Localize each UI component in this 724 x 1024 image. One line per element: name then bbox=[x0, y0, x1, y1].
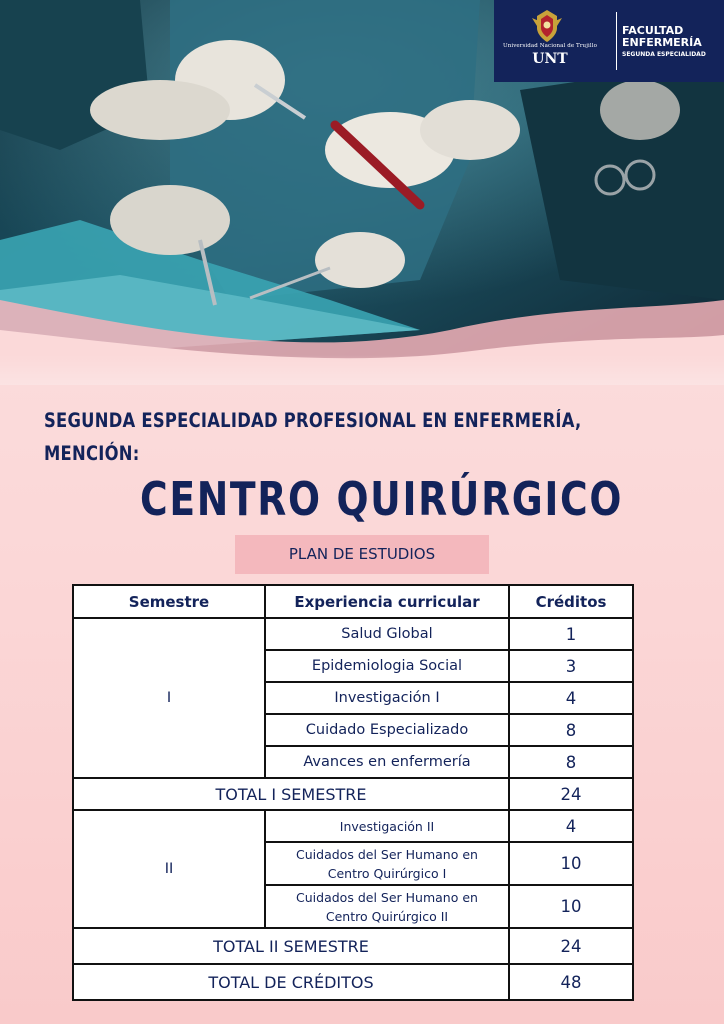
credits-cell: 3 bbox=[509, 650, 633, 682]
university-abbreviation: UNT bbox=[532, 51, 568, 67]
program-heading-line-2: MENCIÓN: bbox=[44, 442, 140, 465]
course-cell: Cuidado Especializado bbox=[265, 714, 509, 746]
credits-cell: 1 bbox=[509, 618, 633, 650]
total-semester-1-credits: 24 bbox=[509, 778, 633, 810]
credits-cell: 8 bbox=[509, 746, 633, 778]
table-row bbox=[73, 618, 633, 650]
course-cell: Avances en enfermería bbox=[265, 746, 509, 778]
course-cell: Investigación II bbox=[265, 810, 509, 842]
grand-total-row bbox=[73, 964, 633, 1000]
faculty-line-3: SEGUNDA ESPECIALIDAD bbox=[622, 51, 706, 58]
semester-2-label: II bbox=[73, 810, 265, 928]
faculty-line-1: FACULTAD bbox=[622, 24, 684, 37]
table-header-row bbox=[73, 585, 633, 618]
header-course: Experiencia curricular bbox=[265, 585, 509, 618]
credits-cell: 10 bbox=[509, 885, 633, 928]
program-heading bbox=[44, 404, 582, 470]
university-name: Universidad Nacional de Trujillo bbox=[502, 43, 597, 49]
total-semester-2-credits: 24 bbox=[509, 928, 633, 964]
grand-total-credits: 48 bbox=[509, 964, 633, 1000]
table-row bbox=[73, 810, 633, 842]
total-semester-2-label: TOTAL II SEMESTRE bbox=[73, 928, 509, 964]
semester-1-label: I bbox=[73, 618, 265, 778]
course-line-2: Centro Quirúrgico I bbox=[327, 865, 447, 881]
page-title: CENTRO QUIRÚRGICO bbox=[140, 472, 624, 526]
course-cell: Epidemiologia Social bbox=[265, 650, 509, 682]
university-logo-box bbox=[494, 0, 724, 82]
total-row bbox=[73, 928, 633, 964]
course-line-2: Centro Quirúrgico II bbox=[325, 908, 449, 924]
program-heading-line-1: SEGUNDA ESPECIALIDAD PROFESIONAL EN ENFERMERÍA, bbox=[44, 409, 582, 432]
credits-cell: 4 bbox=[509, 810, 633, 842]
course-cell bbox=[265, 885, 509, 928]
university-crest-icon bbox=[530, 8, 564, 44]
logo-divider bbox=[616, 12, 617, 70]
header-credits: Créditos bbox=[509, 585, 633, 618]
total-semester-1-label: TOTAL I SEMESTRE bbox=[73, 778, 509, 810]
credits-cell: 10 bbox=[509, 842, 633, 885]
study-plan-badge: PLAN DE ESTUDIOS bbox=[235, 535, 489, 574]
study-plan-table bbox=[72, 584, 634, 1001]
course-line-1: Cuidados del Ser Humano en bbox=[296, 889, 478, 905]
course-cell: Salud Global bbox=[265, 618, 509, 650]
credits-cell: 8 bbox=[509, 714, 633, 746]
course-line-1: Cuidados del Ser Humano en bbox=[296, 846, 478, 862]
course-cell bbox=[265, 842, 509, 885]
header-semester: Semestre bbox=[73, 585, 265, 618]
total-row bbox=[73, 778, 633, 810]
course-cell: Investigación I bbox=[265, 682, 509, 714]
faculty-line-2: ENFERMERÍA bbox=[622, 36, 702, 49]
credits-cell: 4 bbox=[509, 682, 633, 714]
grand-total-label: TOTAL DE CRÉDITOS bbox=[73, 964, 509, 1000]
